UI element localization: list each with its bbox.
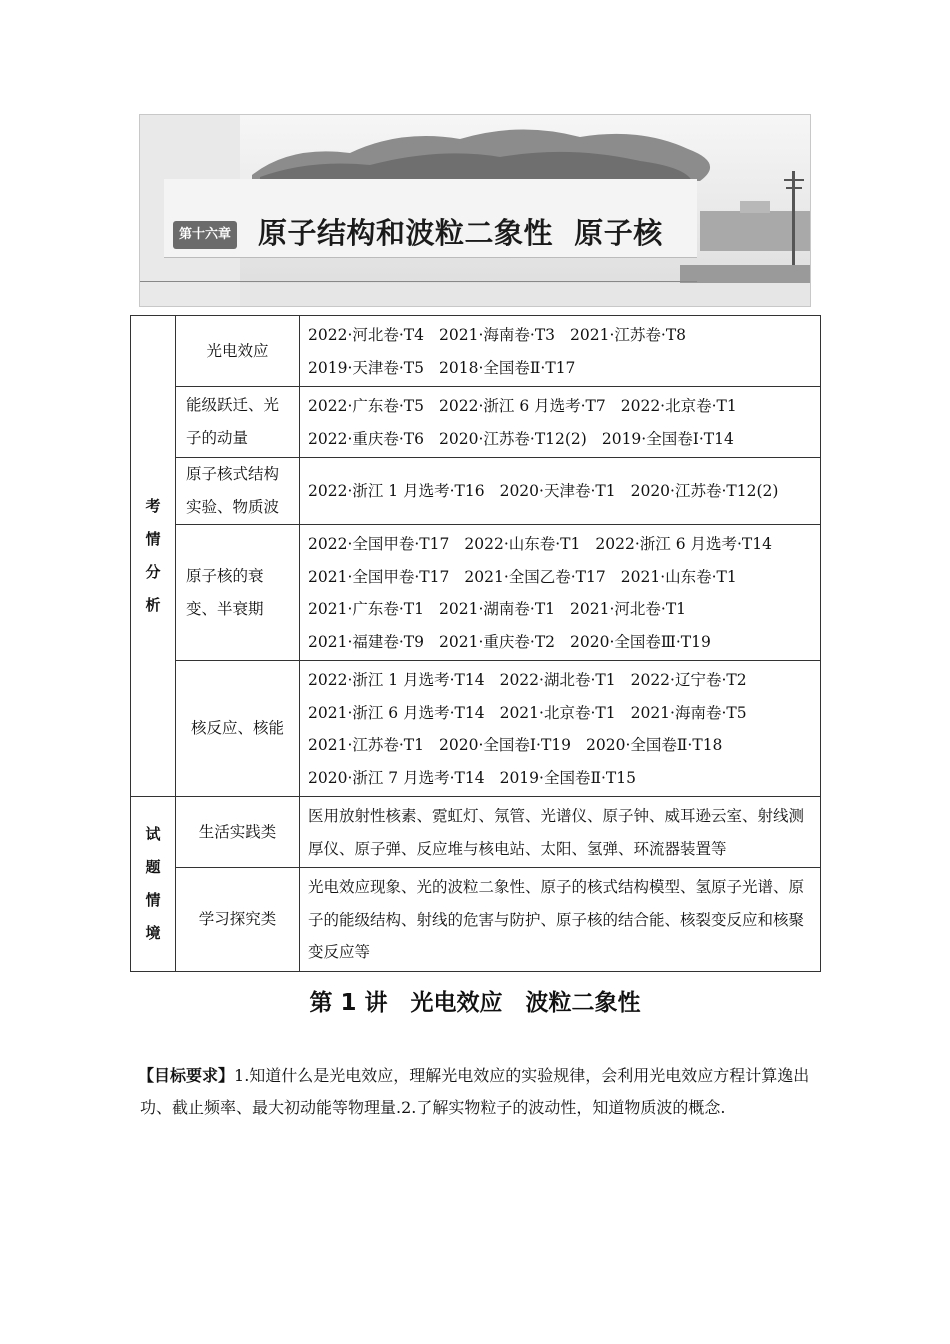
exam-ref: 2021·广东卷·T1 (308, 600, 425, 618)
exam-ref: 2022·浙江 1 月选考·T14 (308, 671, 485, 689)
exam-ref: 2020·全国卷Ⅲ·T19 (570, 632, 711, 651)
group-label-char: 境 (145, 923, 161, 942)
ref-line (308, 626, 812, 659)
exam-ref: 2020·江苏卷·T12(2) (439, 429, 587, 448)
scene-text: 医用放射性核素、霓虹灯、氖管、光谱仪、原子钟、威耳逊云室、射线测厚仪、原子弹、反应堆与核电站、太阳、氢弹、环流器装置等 (308, 807, 805, 858)
learning-goals (140, 1060, 820, 1124)
exam-ref: 2022·重庆卷·T6 (308, 429, 425, 448)
exam-ref: 2021·北京卷·T1 (499, 703, 616, 722)
chapter-badge: 第十六章 (173, 221, 237, 249)
goal-text: 1.知道什么是光电效应，理解光电效应的实验规律，会利用光电效应方程计算逸出功、截止频率、最大初动能等物理量.2.了解实物粒子的波动性，知道物质波的概念. (140, 1066, 810, 1117)
exam-ref: 2020·浙江 7 月选考·T14 (308, 768, 485, 787)
exam-ref: 2021·重庆卷·T2 (439, 632, 556, 651)
group-label-analysis (131, 316, 176, 797)
lesson-title: 第 1 讲 光电效应 波粒二象性 (309, 990, 641, 1016)
topic-cell: 原子核式结构实验、物质波 (176, 458, 300, 525)
exam-ref: 2021·江苏卷·T1 (308, 736, 425, 754)
group-label-char: 情 (145, 890, 161, 909)
exam-ref: 2021·浙江 6 月选考·T14 (308, 703, 485, 722)
topic-cell: 原子核的衰变、半衰期 (176, 525, 300, 661)
exam-ref: 2022·湖北卷·T1 (499, 671, 616, 689)
exam-refs-cell (300, 387, 821, 458)
scene-text-cell (300, 797, 821, 868)
exam-ref: 2020·江苏卷·T12(2) (630, 482, 779, 501)
exam-ref: 2021·山东卷·T1 (620, 567, 737, 586)
ref-line (308, 390, 812, 423)
group-label-char: 题 (145, 857, 161, 876)
exam-ref: 2019·天津卷·T5 (308, 358, 425, 377)
group-label-char: 分 (145, 563, 161, 581)
exam-ref: 2021·全国乙卷·T17 (464, 567, 606, 586)
chapter-title: 原子结构和波粒二象性 原子核 (258, 216, 663, 250)
exam-ref: 2021·河北卷·T1 (570, 600, 687, 618)
exam-ref: 2021·福建卷·T9 (308, 632, 425, 651)
topic-cell: 能级跃迁、光子的动量 (176, 387, 300, 458)
exam-ref: 2022·广东卷·T5 (308, 397, 425, 415)
group-label-char: 考 (145, 497, 161, 515)
exam-ref: 2018·全国卷Ⅱ·T17 (439, 358, 576, 377)
analysis-row (131, 316, 821, 387)
analysis-row (131, 525, 821, 661)
group-label-scenario (131, 797, 176, 972)
exam-ref: 2021·海南卷·T5 (630, 703, 747, 722)
analysis-row (131, 661, 821, 797)
group-label-char: 试 (145, 824, 161, 843)
scene-topic-cell: 学习探究类 (176, 868, 300, 972)
ref-line (308, 528, 812, 561)
topic-cell: 核反应、核能 (176, 661, 300, 797)
exam-ref: 2022·浙江 1 月选考·T16 (308, 482, 485, 501)
ref-line (308, 352, 812, 385)
ref-line (308, 561, 812, 594)
scene-topic-cell: 生活实践类 (176, 797, 300, 868)
exam-ref: 2022·山东卷·T1 (464, 535, 581, 553)
exam-ref: 2021·江苏卷·T8 (570, 326, 687, 344)
exam-ref: 2021·湖南卷·T1 (439, 600, 556, 618)
exam-ref: 2020·全国卷Ⅱ·T18 (586, 736, 723, 754)
exam-ref: 2020·全国卷Ⅰ·T19 (439, 736, 572, 754)
ref-line (308, 664, 812, 697)
exam-ref: 2020·天津卷·T1 (499, 482, 616, 501)
ref-line (308, 319, 812, 352)
ref-line (308, 729, 812, 762)
exam-ref: 2022·全国甲卷·T17 (308, 535, 450, 553)
exam-ref: 2019·全国卷Ⅰ·T14 (601, 429, 734, 448)
exam-ref: 2019·全国卷Ⅱ·T15 (499, 768, 636, 787)
ref-line (308, 423, 812, 456)
exam-ref: 2022·河北卷·T4 (308, 326, 425, 344)
exam-ref: 2021·全国甲卷·T17 (308, 567, 450, 586)
exam-ref: 2022·浙江 6 月选考·T14 (595, 535, 772, 553)
exam-refs-cell (300, 316, 821, 387)
exam-analysis-table (130, 315, 821, 972)
goal-label: 【目标要求】 (138, 1066, 235, 1085)
chapter-banner (139, 114, 811, 307)
ref-line (308, 697, 812, 730)
exam-ref: 2021·海南卷·T3 (439, 326, 556, 344)
scene-text: 光电效应现象、光的波粒二象性、原子的核式结构模型、氢原子光谱、原子的能级结构、射线的危害与防护、原子核的结合能、核裂变反应和核聚变反应等 (308, 878, 805, 961)
exam-refs-cell (300, 525, 821, 661)
exam-ref: 2022·辽宁卷·T2 (630, 671, 747, 689)
analysis-row (131, 458, 821, 525)
ref-line (308, 475, 812, 508)
topic-cell: 光电效应 (176, 316, 300, 387)
group-label-char: 析 (145, 596, 161, 614)
scene-row (131, 797, 821, 868)
exam-ref: 2022·北京卷·T1 (620, 397, 737, 415)
scene-text-cell (300, 868, 821, 972)
banner-underline (140, 281, 697, 282)
exam-refs-cell (300, 661, 821, 797)
ref-line (308, 762, 812, 795)
exam-ref: 2022·浙江 6 月选考·T7 (439, 397, 606, 415)
scene-row (131, 868, 821, 972)
analysis-row (131, 387, 821, 458)
exam-refs-cell (300, 458, 821, 525)
group-label-char: 情 (145, 530, 161, 548)
ref-line (308, 593, 812, 626)
